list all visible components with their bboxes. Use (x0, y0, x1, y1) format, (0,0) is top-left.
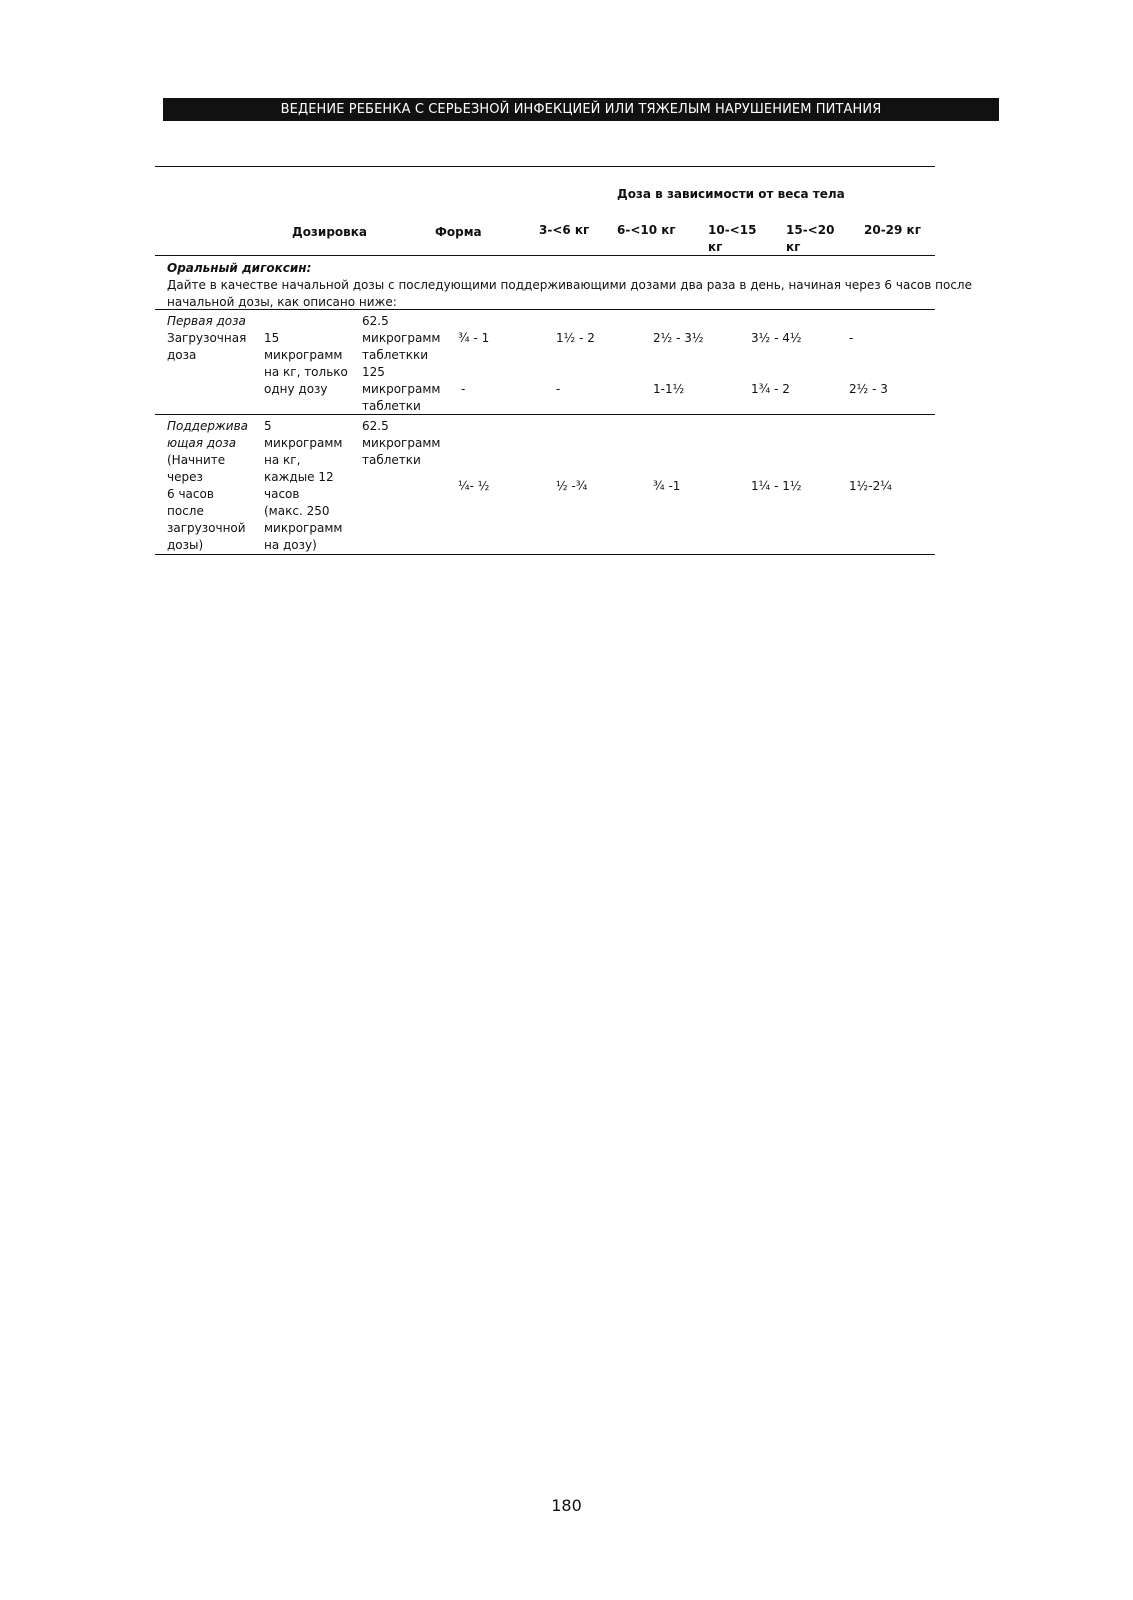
column-header-6-10kg: 6-<10 кг (617, 223, 676, 237)
page-number: 180 (551, 1496, 582, 1515)
section-note-line-1: Дайте в качестве начальной дозы с последующими поддерживающими дозами два раза в день, начиная через 6 часов после (167, 278, 972, 292)
first-dose-a-15-20kg: 3½ - 4½ (751, 331, 802, 345)
form-62-5-line-2: микрограмм (362, 331, 441, 345)
column-header-10-15kg-unit: кг (708, 240, 723, 254)
form-125-line-3: таблетки (362, 399, 421, 413)
first-dose-b-10-15kg: 1-1½ (653, 382, 685, 396)
first-dose-label: Первая доза (167, 314, 246, 328)
maintenance-label-6: после (167, 504, 204, 518)
column-header-10-15kg: 10-<15 (708, 223, 757, 237)
first-dose-dosage-3: на кг, только (264, 365, 348, 379)
chapter-banner (163, 98, 999, 121)
maintenance-label-4: через (167, 470, 203, 484)
maintenance-label-1: Поддержива (167, 419, 248, 433)
table-top-rule (155, 166, 935, 167)
weight-group-header: Доза в зависимости от веса тела (617, 187, 845, 201)
first-dose-a-3-6kg: ¾ - 1 (458, 331, 490, 345)
form-62-5-line-1: 62.5 (362, 314, 389, 328)
first-dose-b-15-20kg: 1¾ - 2 (751, 382, 790, 396)
header-bottom-rule (155, 255, 935, 256)
maintenance-dosage-2: микрограмм (264, 436, 343, 450)
maintenance-dosage-6: (макс. 250 (264, 504, 330, 518)
maintenance-15-20kg: 1¼ - 1½ (751, 479, 802, 493)
maintenance-dosage-1: 5 (264, 419, 272, 433)
loading-dose-label: Загрузочная (167, 331, 247, 345)
first-dose-b-20-29kg: 2½ - 3 (849, 382, 888, 396)
first-dose-b-6-10kg: - (556, 382, 561, 396)
maintenance-label-8: дозы) (167, 538, 204, 552)
form-62-5-line-3: таблеткки (362, 348, 429, 362)
column-header-15-20kg-unit: кг (786, 240, 801, 254)
maintenance-form-3: таблетки (362, 453, 421, 467)
first-dose-a-20-29kg: - (849, 331, 854, 345)
maintenance-dosage-8: на дозу) (264, 538, 317, 552)
column-header-20-29kg: 20-29 кг (864, 223, 921, 237)
first-dose-bottom-rule (155, 414, 935, 415)
column-header-3-6kg: 3-<6 кг (539, 223, 590, 237)
form-125-line-2: микрограмм (362, 382, 441, 396)
first-dose-dosage-2: микрограмм (264, 348, 343, 362)
loading-dose-label-2: доза (167, 348, 197, 362)
column-header-15-20kg: 15-<20 (786, 223, 835, 237)
section-rule (155, 309, 935, 310)
first-dose-a-6-10kg: 1½ - 2 (556, 331, 595, 345)
maintenance-dosage-4: каждые 12 (264, 470, 334, 484)
maintenance-10-15kg: ¾ -1 (653, 479, 681, 493)
first-dose-a-10-15kg: 2½ - 3½ (653, 331, 704, 345)
table-bottom-rule (155, 554, 935, 555)
maintenance-form-2: микрограмм (362, 436, 441, 450)
maintenance-6-10kg: ½ -¾ (556, 479, 588, 493)
form-125-line-1: 125 (362, 365, 385, 379)
maintenance-20-29kg: 1½-2¼ (849, 479, 892, 493)
first-dose-dosage-4: одну дозу (264, 382, 328, 396)
first-dose-dosage-1: 15 (264, 331, 280, 345)
section-title: Оральный дигоксин: (167, 261, 312, 275)
column-header-dosage: Дозировка (292, 225, 367, 239)
maintenance-dosage-3: на кг, (264, 453, 301, 467)
maintenance-3-6kg: ¼- ½ (458, 479, 490, 493)
maintenance-dosage-5: часов (264, 487, 300, 501)
section-note-line-2: начальной дозы, как описано ниже: (167, 295, 397, 309)
maintenance-label-2: ющая доза (167, 436, 237, 450)
maintenance-label-7: загрузочной (167, 521, 246, 535)
first-dose-b-3-6kg: - (461, 382, 466, 396)
maintenance-label-5: 6 часов (167, 487, 214, 501)
maintenance-dosage-7: микрограмм (264, 521, 343, 535)
column-header-form: Форма (435, 225, 482, 239)
chapter-title: ВЕДЕНИЕ РЕБЕНКА С СЕРЬЕЗНОЙ ИНФЕКЦИЕЙ ИЛИ ТЯЖЕЛЫМ НАРУШЕНИЕМ ПИТАНИЯ (280, 102, 882, 117)
maintenance-label-3: (Начните (167, 453, 226, 467)
maintenance-form-1: 62.5 (362, 419, 389, 433)
